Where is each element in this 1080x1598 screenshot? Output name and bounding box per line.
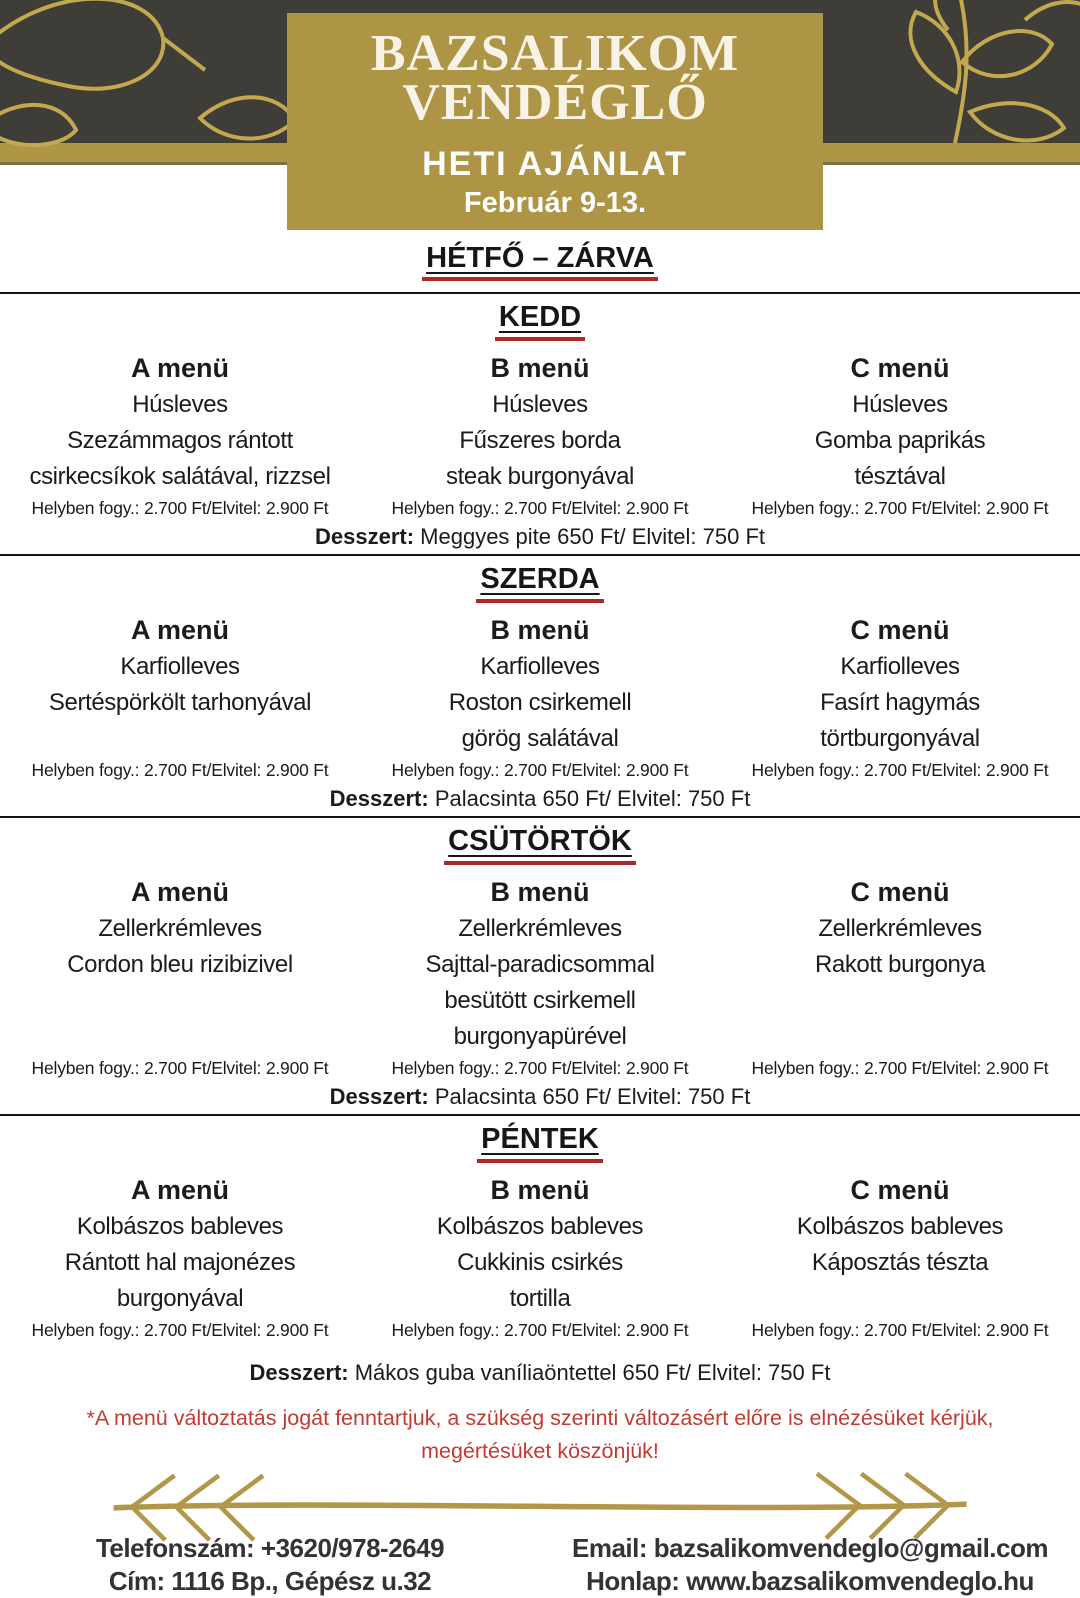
menu-grid [0,350,1080,521]
price-line: Helyben fogy.: 2.700 Ft/Elvitel: 2.900 Ft [751,760,1049,780]
price-line: Helyben fogy.: 2.700 Ft/Elvitel: 2.900 Ft [31,760,329,780]
menu-label: B menü [490,877,590,907]
dessert-text: Meggyes pite 650 Ft/ Elvitel: 750 Ft [420,524,765,549]
date-range: Február 9-13. [463,187,647,219]
dessert-label: Desszert: [329,1084,429,1109]
menu-column-b [360,1172,720,1343]
dish-line: Zellerkrémleves [98,915,262,942]
contact-phone: Telefonszám: +3620/978-2649 [95,1533,445,1563]
dish-line: Karfiolleves [840,653,960,680]
dish-line: Kolbászos bableves [436,1213,644,1240]
day-section-szerda [0,556,1080,816]
menu-grid [0,874,1080,1081]
dish-line: steak burgonyával [446,463,634,490]
price-line: Helyben fogy.: 2.700 Ft/Elvitel: 2.900 Ft [751,498,1049,518]
price-line: Helyben fogy.: 2.700 Ft/Elvitel: 2.900 Ft [751,1320,1049,1340]
menu-label: A menü [130,353,229,383]
menu-column-c [720,350,1080,521]
leaf-motif-left-icon [0,0,300,143]
closed-notice-text: HÉTFŐ – ZÁRVA [426,242,654,274]
dish-line: besütött csirkemell [444,987,636,1014]
menu-column-b [360,350,720,521]
price-line: Helyben fogy.: 2.700 Ft/Elvitel: 2.900 Ft [391,760,689,780]
contact-email: Email: bazsalikomvendeglo@gmail.com [572,1533,1048,1563]
dish-line: Káposztás tészta [811,1249,989,1276]
leaf-motif-right-icon [820,0,1080,143]
dish-line: Cukkinis csirkés [457,1249,623,1276]
menu-column-a [0,612,360,783]
dish-line: Cordon bleu rizibizivel [67,951,293,978]
menu-column-a [0,1172,360,1343]
day-heading: CSÜTÖRTÖK [0,818,1080,865]
menu-grid [0,612,1080,783]
menu-label: C menü [850,615,950,645]
dish-line: görög salátával [461,725,619,752]
contact-address: Cím: 1116 Bp., Gépész u.32 [108,1566,432,1596]
menu-label: B menü [490,615,590,645]
dish-line: burgonyapürével [453,1023,627,1050]
dessert-label: Desszert: [249,1360,349,1385]
day-heading: KEDD [0,294,1080,341]
menu-label: C menü [850,877,950,907]
price-line: Helyben fogy.: 2.700 Ft/Elvitel: 2.900 Ft [31,1058,329,1078]
dish-line [0,983,360,1019]
dessert-line [0,785,1080,816]
dish-line: Sajttal-paradicsommal [425,951,655,978]
dish-line: Kolbászos bableves [76,1213,284,1240]
price-line: Helyben fogy.: 2.700 Ft/Elvitel: 2.900 Ft [31,1320,329,1340]
dessert-text: Mákos guba vaníliaöntettel 650 Ft/ Elvitel: 750 Ft [354,1360,831,1385]
dish-line: Húsleves [852,391,948,418]
dish-line: Karfiolleves [120,653,240,680]
restaurant-name-line1: BAZSALIKOM [370,25,740,82]
price-line: Helyben fogy.: 2.700 Ft/Elvitel: 2.900 Ft [31,498,329,518]
menu-label: A menü [130,1175,229,1205]
dessert-line [0,1083,1080,1114]
dish-line [0,721,360,757]
dish-line: Roston csirkemell [448,689,632,716]
hero-title-card [287,13,823,230]
dish-line: Zellerkrémleves [818,915,982,942]
contact-block [0,1532,1080,1598]
restaurant-name-line2: VENDÉGLŐ [402,74,708,131]
dish-line: burgonyával [116,1285,244,1312]
menu-column-c [720,874,1080,1081]
dish-line: Húsleves [132,391,228,418]
dish-line: Rántott hal majonézes [64,1249,296,1276]
menu-label: B menü [490,1175,590,1205]
dish-line: Húsleves [492,391,588,418]
dish-line: Kolbászos bableves [796,1213,1004,1240]
hero-header [0,0,1080,219]
dish-line: tortilla [509,1285,571,1312]
menu-column-b [360,612,720,783]
menu-label: B menü [490,353,590,383]
dish-line: Fűszeres borda [459,427,621,454]
dish-line: Fasírt hagymás [820,689,980,716]
menu-column-a [0,350,360,521]
dessert-text: Palacsinta 650 Ft/ Elvitel: 750 Ft [434,1084,751,1109]
day-heading: PÉNTEK [0,1116,1080,1163]
dish-line: Karfiolleves [480,653,600,680]
menu-label: A menü [130,615,229,645]
closed-notice-heading [0,243,1080,292]
weekly-offer-subtitle: HETI AJÁNLAT [422,145,688,183]
menu-label: A menü [130,877,229,907]
dessert-line [0,523,1080,554]
day-section-pentek [0,1116,1080,1390]
dish-line: tésztával [854,463,946,490]
footnote-line1: *A menü változtatás jogát fenntartjuk, a szükség szerinti változásért előre is elnézésüket kérjük, [86,1406,994,1430]
menu-column-c [720,612,1080,783]
contact-website: Honlap: www.bazsalikomvendeglo.hu [586,1566,1034,1596]
menu-column-b [360,874,720,1081]
dish-line [720,1019,1080,1055]
dessert-label: Desszert: [314,524,415,549]
dish-line [0,1019,360,1055]
menu-label: C menü [850,1175,950,1205]
dish-line: Zellerkrémleves [458,915,622,942]
menu-column-a [0,874,360,1081]
footnote-line2: megértésüket köszönjük! [421,1439,659,1463]
price-line: Helyben fogy.: 2.700 Ft/Elvitel: 2.900 Ft [751,1058,1049,1078]
dish-line: Szezámmagos rántott [67,427,293,454]
menu-grid [0,1172,1080,1343]
dish-line: csirkecsíkok salátával, rizzsel [29,463,331,490]
price-line: Helyben fogy.: 2.700 Ft/Elvitel: 2.900 Ft [391,1320,689,1340]
dish-line: Rakott burgonya [814,951,986,978]
dish-line [720,983,1080,1019]
menu-column-c [720,1172,1080,1343]
menu-label: C menü [850,353,950,383]
dish-line: Gomba paprikás [814,427,986,454]
day-section-kedd [0,294,1080,554]
dish-line: törtburgonyával [820,725,980,752]
price-line: Helyben fogy.: 2.700 Ft/Elvitel: 2.900 Ft [391,498,689,518]
price-line: Helyben fogy.: 2.700 Ft/Elvitel: 2.900 Ft [391,1058,689,1078]
day-section-csutortok [0,818,1080,1114]
dish-line [720,1281,1080,1317]
dessert-line [0,1359,1080,1390]
menu-change-footnote [0,1402,1080,1468]
day-heading: SZERDA [0,556,1080,603]
dish-line: Sertéspörkölt tarhonyával [48,689,312,716]
dessert-label: Desszert: [329,786,429,811]
dessert-text: Palacsinta 650 Ft/ Elvitel: 750 Ft [434,786,751,811]
